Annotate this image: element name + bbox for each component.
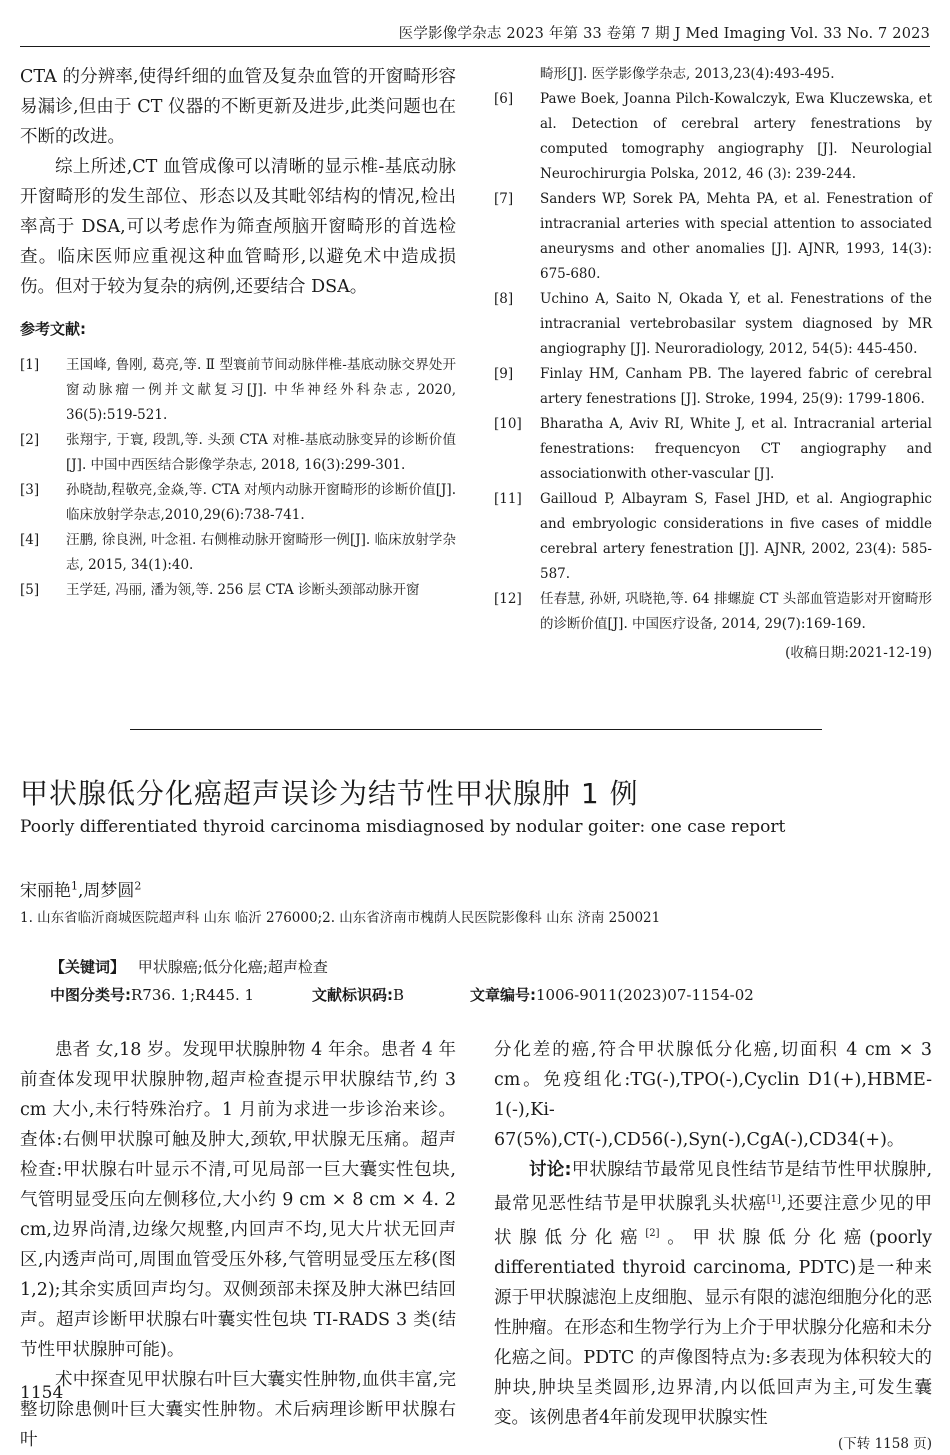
reference-number: [5]	[20, 582, 40, 598]
reference-item	[494, 362, 932, 412]
reference-item	[494, 412, 932, 487]
article-title: 甲状腺低分化癌超声误诊为结节性甲状腺肿 1 例	[20, 777, 639, 810]
article-number-label: 文章编号:	[470, 986, 536, 1004]
reference-number: [3]	[20, 482, 40, 498]
article-number	[470, 984, 754, 1005]
authors	[20, 876, 141, 901]
paragraph-case-history: 患者 女,18 岁。发现甲状腺肿物 4 年余。患者 4 年前查体发现甲状腺肿物,超声检查提示甲状腺结节,约 3 cm 大小,未行特殊治疗。1 月前为求进一步诊治来诊。查体:右侧甲状腺可触及肿大,颈软,甲状腺无压痛。超声检查:甲状腺右叶显示不清,可见局部一巨大囊实性包块,气管明显受压向左侧移位,大小约 9 cm × 8 cm × 4. 2 cm,边界尚清,边缘欠规整,内回声不均,见大片状无回声区,内透声尚可,周围血管受压外移,气管明显受压左移(图 1,2);其余实质回声均匀。双侧颈部未探及肿大淋巴结回声。超声诊断甲状腺右叶囊实性包块 TI-RADS 3 类(结节性甲状腺肿可能)。	[20, 1040, 456, 1360]
top-right-column	[494, 62, 932, 666]
bottom-right-column	[494, 1035, 932, 1455]
page-number: 1154	[20, 1383, 64, 1403]
reference-continuation: 畸形[J]. 医学影像学杂志, 2013,23(4):493-495.	[540, 66, 835, 82]
reference-item	[494, 287, 932, 362]
affiliations: 1. 山东省临沂商城医院超声科 山东 临沂 276000;2. 山东省济南市槐荫人民医院影像科 山东 济南 250021	[20, 910, 661, 926]
keywords	[50, 956, 328, 977]
reference-text: Gailloud P, Albayram S, Fasel JHD, et al. Angiographic and embryologic considerations in five cases of middle cerebral artery fenestration [J]. AJNR, 2002, 23(4): 585-587.	[540, 491, 932, 582]
reference-text: Pawe Boek, Joanna Pilch-Kowalczyk, Ewa Kluczewska, et al. Detection of cerebral artery fenestrations by computed tomography angiography [J]. Neurologial Neurochirurgia Polska, 2012, 46 (3): 239-244.	[540, 91, 932, 182]
paragraph-conclusion: 综上所述,CT 血管成像可以清晰的显示椎-基底动脉开窗畸形的发生部位、形态以及其毗邻结构的情况,检出率高于 DSA,可以考虑作为筛查颅脑开窗畸形的首选检查。临床医师应重视这种血管畸形,以避免术中造成损伤。但对于较为复杂的病例,还要结合 DSA。	[20, 157, 456, 297]
top-left-column	[20, 62, 456, 603]
article-title-english: Poorly differentiated thyroid carcinoma misdiagnosed by nodular goiter: one case report	[20, 817, 786, 837]
clc-label: 中图分类号:	[50, 986, 131, 1004]
reference-text: Bharatha A, Aviv RI, White J, et al. Intracranial arterial fenestrations: frequencyon CT angiography and associationwith other-vascular [J].	[540, 416, 932, 482]
reference-item	[494, 187, 932, 287]
reference-number: [12]	[494, 591, 522, 607]
reference-text: 汪鹏, 徐良洲, 叶念祖. 右侧椎动脉开窗畸形一例[J]. 临床放射学杂志, 2015, 34(1):40.	[66, 532, 456, 573]
reference-number: [10]	[494, 416, 522, 432]
paragraph-discussion	[494, 1155, 932, 1433]
reference-text: Finlay HM, Canham PB. The layered fabric of cerebral artery fenestrations [J]. Stroke, 1994, 25(9): 1799-1806.	[540, 366, 932, 407]
paragraph-cta-resolution: CTA 的分辨率,使得纤细的血管及复杂血管的开窗畸形容易漏诊,但由于 CT 仪器的不断更新及进步,此类问题也在不断的改进。	[20, 67, 456, 147]
paragraph-surgery: 术中探查见甲状腺右叶巨大囊实性肿物,血供丰富,完整切除患侧叶巨大囊实性肿物。术后病理诊断甲状腺右叶	[20, 1370, 456, 1450]
discussion-text: 。甲状腺低分化癌(poorly differentiated thyroid carcinoma, PDTC)是一种来源于甲状腺滤泡上皮细胞、显示有限的滤泡细胞分化的恶性肿瘤。在形态和生物学行为上介于甲状腺分化癌和未分化癌之间。PDTC 的声像图特点为:多表现为体积较大的肿块,肿块呈类圆形,边界清,内以低回声为主,可发生囊变。该例患者4年前发现甲状腺实性	[494, 1227, 933, 1428]
reference-number: [4]	[20, 532, 40, 548]
citation-mark: [2]	[645, 1227, 660, 1239]
article-separator	[130, 729, 822, 730]
citation-mark: [1]	[766, 1194, 781, 1205]
reference-number: [6]	[494, 91, 514, 107]
paragraph-pathology: 分化差的癌,符合甲状腺低分化癌,切面积 4 cm × 3 cm。免疫组化:TG(-),TPO(-),Cyclin D1(+),HBME-1(-),Ki-67(5%),CT(-),CD56(-),Syn(-),CgA(-),CD34(+)。	[494, 1040, 932, 1150]
author-name: 周梦圆	[83, 881, 135, 901]
reference-item	[494, 487, 932, 587]
keywords-label: 【关键词】	[50, 958, 126, 976]
discussion-text: 甲状腺结节最常见良性结节是结节性甲状腺肿,最常见恶性结节是甲状腺乳头状癌	[494, 1160, 933, 1214]
clc-value: R736. 1;R445. 1	[131, 986, 255, 1004]
continued-note: (下转 1158 页)	[838, 1435, 932, 1452]
reference-text: 张翔宇, 于寰, 段凯,等. 头颈 CTA 对椎-基底动脉变异的诊断价值[J]. 中国中西医结合影像学杂志, 2018, 16(3):299-301.	[66, 432, 456, 473]
running-header: 医学影像学杂志 2023 年第 33 卷第 7 期 J Med Imaging Vol. 33 No. 7 2023	[398, 26, 930, 42]
reference-text: 任春慧, 孙妍, 巩晓艳,等. 64 排螺旋 CT 头部血管造影对开窗畸形的诊断价值[J]. 中国医疗设备, 2014, 29(7):169-169.	[540, 591, 932, 632]
reference-item	[20, 578, 456, 603]
header-rule	[20, 46, 930, 47]
received-date: (收稿日期:2021-12-19)	[785, 645, 932, 661]
reference-number: [8]	[494, 291, 514, 307]
author-affiliation-mark: 2	[134, 879, 142, 893]
reference-item	[20, 478, 456, 528]
reference-text: 王学廷, 冯丽, 潘为领,等. 256 层 CTA 诊断头颈部动脉开窗	[66, 582, 420, 598]
reference-item	[494, 587, 932, 637]
keywords-value: 甲状腺癌;低分化癌;超声检查	[137, 958, 328, 976]
document-code	[312, 984, 404, 1005]
reference-item	[20, 353, 456, 428]
author-separator: ,	[78, 881, 84, 901]
doc-code-label: 文献标识码:	[312, 986, 393, 1004]
article-number-value: 1006-9011(2023)07-1154-02	[536, 986, 754, 1004]
classification-number	[50, 984, 254, 1005]
reference-number: [7]	[494, 191, 514, 207]
reference-item	[494, 87, 932, 187]
reference-number: [2]	[20, 432, 40, 448]
reference-number: [9]	[494, 366, 514, 382]
discussion-text: ,还要注意少见的甲状腺低分化癌	[494, 1193, 932, 1248]
discussion-label: 讨论:	[529, 1160, 572, 1180]
reference-text: 孙晓劼,程敬亮,金焱,等. CTA 对颅内动脉开窗畸形的诊断价值[J].临床放射学杂志,2010,29(6):738-741.	[66, 482, 456, 523]
author-affiliation-mark: 1	[71, 879, 78, 893]
reference-text: Uchino A, Saito N, Okada Y, et al. Fenestrations of the intracranial vertebrobasilar system diagnosed by MR angiography [J]. Neuroradiology, 2012, 54(5): 445-450.	[540, 291, 932, 357]
doc-code-value: B	[393, 986, 405, 1004]
reference-item	[20, 428, 456, 478]
reference-text: Sanders WP, Sorek PA, Mehta PA, et al. Fenestration of intracranial arteries with special attention to associated aneurysms and other anomalies [J]. AJNR, 1993, 14(3): 675-680.	[540, 191, 932, 282]
reference-text: 王国峰, 鲁刚, 葛亮,等. Ⅱ 型寰前节间动脉伴椎-基底动脉交界处开窗动脉瘤一例并文献复习[J]. 中华神经外科杂志, 2020, 36(5):519-521.	[66, 357, 456, 423]
reference-number: [11]	[494, 491, 522, 507]
bottom-left-column	[20, 1035, 456, 1455]
reference-number: [1]	[20, 357, 40, 373]
author-name: 宋丽艳	[20, 881, 71, 901]
references-heading: 参考文献:	[20, 320, 86, 338]
reference-item	[20, 528, 456, 578]
